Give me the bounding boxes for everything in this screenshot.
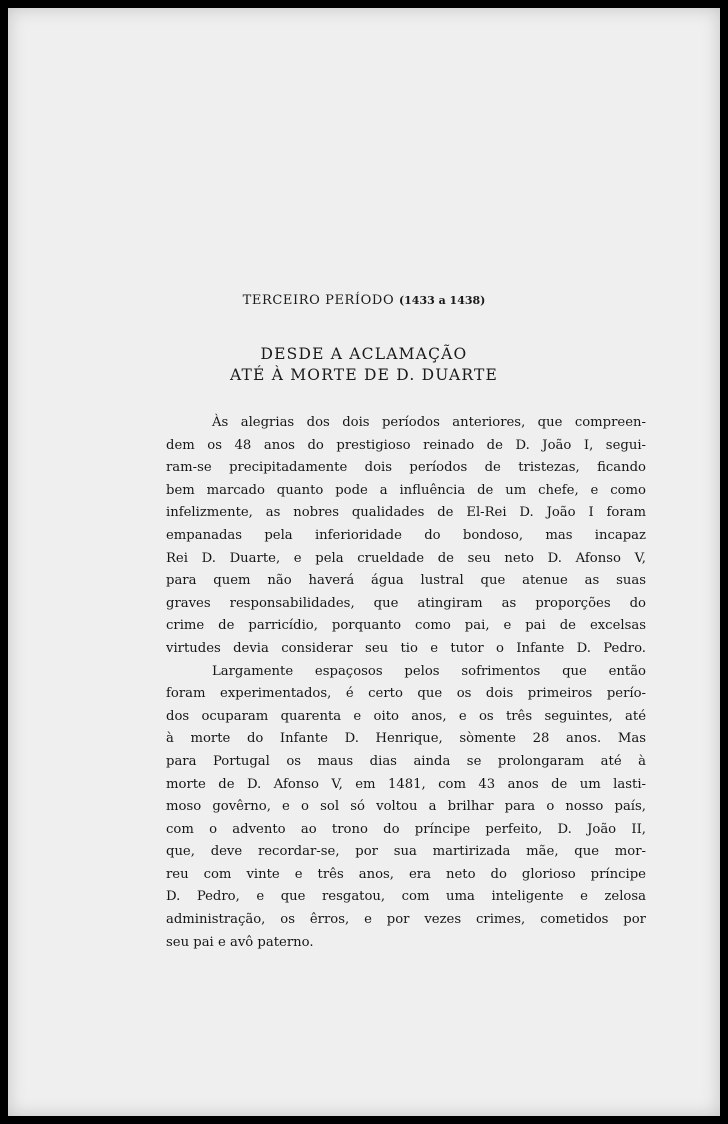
text-line: à morte do Infante D. Henrique, sòmente 28 anos. Mas: [166, 731, 646, 747]
text-line: administração, os êrros, e por vezes crimes, cometidos por: [166, 912, 646, 928]
text-line: Às alegrias dos dois períodos anteriores, que compreen-: [212, 415, 646, 430]
text-line: morte de D. Afonso V, em 1481, com 43 anos de um lasti-: [166, 776, 646, 792]
text-line: bem marcado quanto pode a influência de um chefe, e como: [166, 482, 646, 498]
text-line: dos ocuparam quarenta e oito anos, e os três seguintes, até: [166, 708, 646, 724]
body-text: [166, 412, 646, 954]
chapter-title-line-2: ATÉ À MORTE DE D. DUARTE: [229, 366, 499, 384]
text-line: para quem não haverá água lustral que atenue as suas: [166, 573, 646, 589]
text-line: virtudes devia considerar seu tio e tutor o Infante D. Pedro.: [166, 640, 646, 656]
period-dates: (1433 a 1438): [398, 294, 486, 307]
chapter-title-line-1: DESDE A ACLAMAÇÃO: [260, 345, 468, 363]
text-line: graves responsabilidades, que atingiram as proporções do: [166, 595, 646, 611]
text-line: infelizmente, as nobres qualidades de El-Rei D. João I foram: [166, 505, 646, 521]
text-line: moso govêrno, e o sol só voltou a brilhar para o nosso país,: [166, 799, 646, 815]
text-line: ram-se precipitadamente dois períodos de tristezas, ficando: [166, 460, 646, 476]
text-line: seu pai e avô paterno.: [166, 934, 314, 950]
period-heading: [8, 293, 720, 308]
text-line: com o advento ao trono do príncipe perfeito, D. João II,: [166, 821, 646, 837]
text-line: D. Pedro, e que resgatou, com uma inteligente e zelosa: [166, 889, 646, 905]
text-line: reu com vinte e três anos, era neto do glorioso príncipe: [166, 866, 646, 882]
text-line: Rei D. Duarte, e pela crueldade de seu neto D. Afonso V,: [166, 550, 646, 566]
text-line: Largamente espaçosos pelos sofrimentos que então: [212, 663, 646, 679]
text-line: empanadas pela inferioridade do bondoso, mas incapaz: [166, 527, 646, 543]
text-line: que, deve recordar-se, por sua martirizada mãe, que mor-: [166, 844, 646, 860]
text-line: foram experimentados, é certo que os dois primeiros perío-: [166, 686, 646, 702]
text-line: para Portugal os maus dias ainda se prolongaram até à: [166, 753, 646, 769]
text-line: crime de parricídio, porquanto como pai, e pai de excelsas: [166, 618, 646, 634]
text-line: dem os 48 anos do prestigioso reinado de D. João I, segui-: [166, 437, 646, 453]
book-page: [8, 8, 720, 1116]
period-label: TERCEIRO PERÍODO: [242, 293, 395, 308]
